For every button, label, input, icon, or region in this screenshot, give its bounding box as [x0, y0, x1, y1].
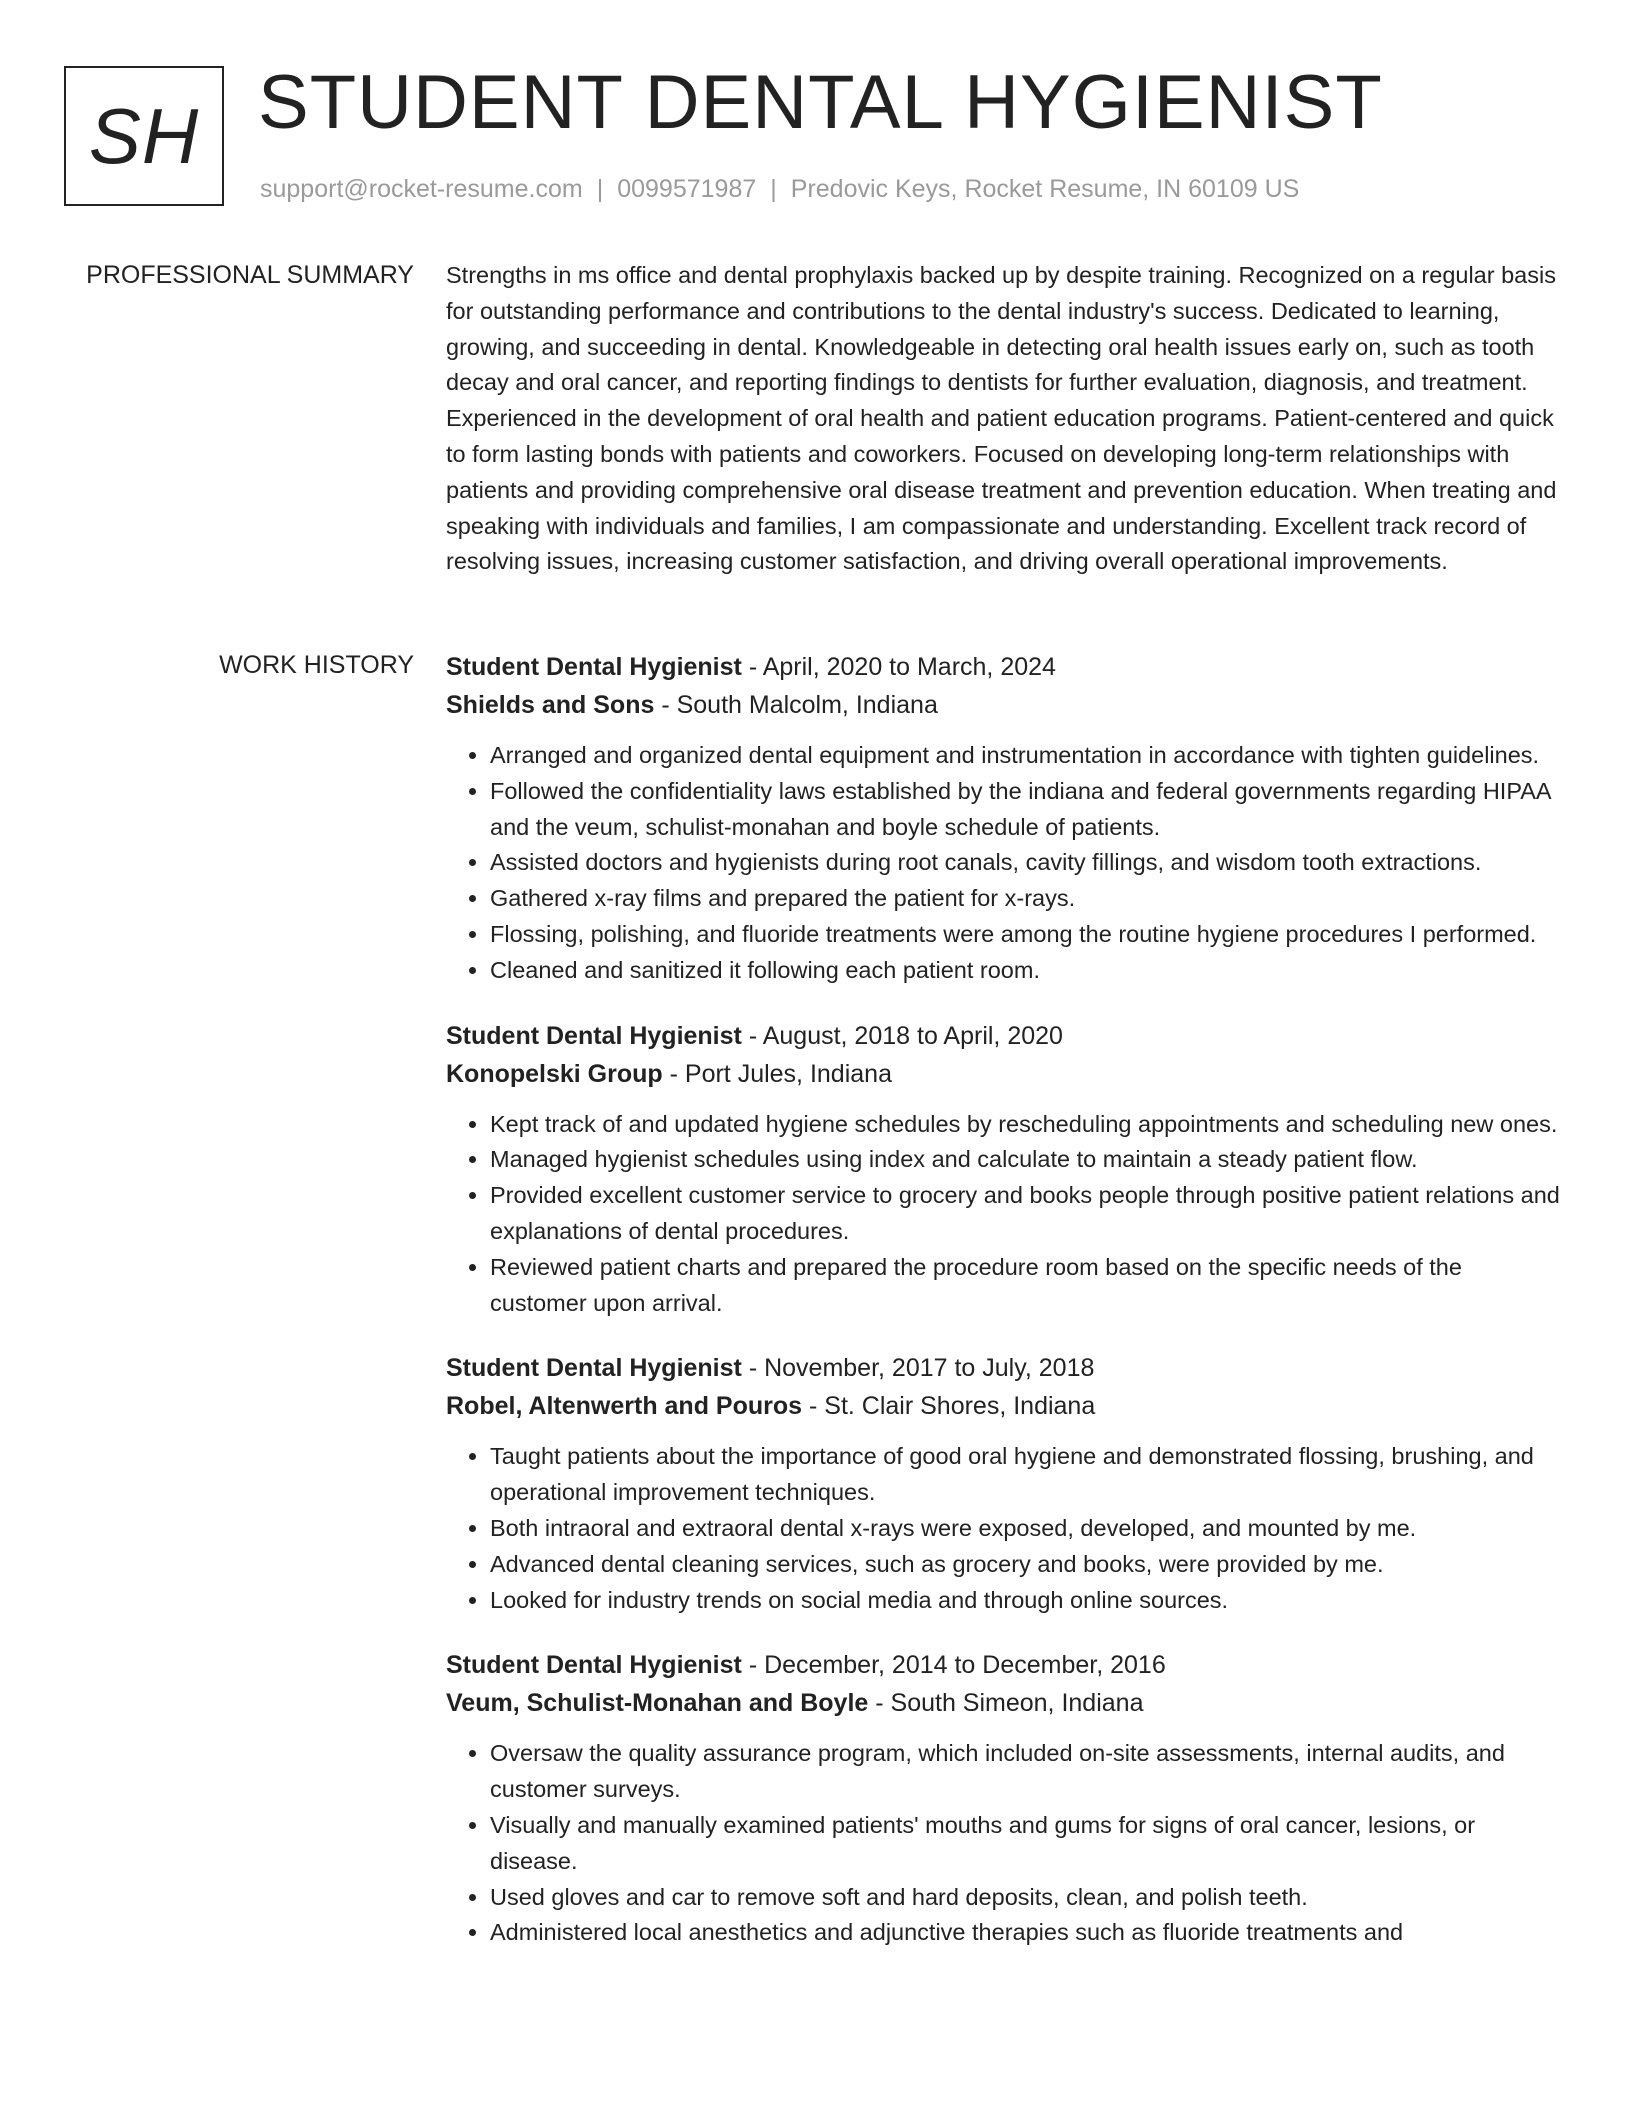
job-dates: - November, 2017 to July, 2018	[741, 1354, 1095, 1383]
job-title-line	[446, 1349, 1564, 1387]
job-bullet: • Kept track of and updated hygiene schedules by rescheduling appointments and scheduling new ones.	[490, 1107, 1564, 1143]
job-company-line	[446, 1055, 1564, 1093]
job-bullet: • Followed the confidentiality laws established by the indiana and federal governments regarding HIPAA and the veum, schulist-monahan and boyle schedule of patients.	[490, 774, 1564, 846]
job-dates: - April, 2020 to March, 2024	[741, 653, 1056, 681]
job-company-line	[446, 686, 1564, 724]
job-bullet-list	[446, 1439, 1564, 1618]
job-bullet-list	[446, 1736, 1564, 1951]
work-history-body	[446, 648, 1564, 1979]
job-bullet: • Flossing, polishing, and fluoride treatments were among the routine hygiene procedures I performed.	[490, 917, 1564, 953]
job-location: - Port Jules, Indiana	[662, 1059, 892, 1088]
contact-separator: |	[596, 175, 604, 203]
job-bullet: • Gathered x-ray films and prepared the patient for x-rays.	[490, 881, 1564, 917]
job-bullet: • Reviewed patient charts and prepared the procedure room based on the specific needs of the customer upon arrival.	[490, 1250, 1564, 1322]
contact-address: Predovic Keys, Rocket Resume, IN 60109 US	[790, 175, 1300, 203]
resume-header	[0, 0, 1632, 230]
job-bullet: • Managed hygienist schedules using index and calculate to maintain a steady patient flow.	[490, 1142, 1564, 1178]
job-bullet: • Looked for industry trends on social media and through online sources.	[490, 1583, 1564, 1619]
contact-email: support@rocket-resume.com	[260, 175, 583, 203]
job-title: Student Dental Hygienist	[446, 1021, 742, 1050]
job-title: Student Dental Hygienist	[446, 1651, 742, 1680]
summary-label: PROFESSIONAL SUMMARY	[86, 261, 414, 289]
job-entry	[446, 1017, 1564, 1322]
job-location: - St. Clair Shores, Indiana	[802, 1392, 1096, 1421]
job-bullet: • Used gloves and car to remove soft and hard deposits, clean, and polish teeth.	[490, 1880, 1564, 1916]
job-bullet: • Advanced dental cleaning services, such as grocery and books, were provided by me.	[490, 1547, 1564, 1583]
work-history-label: WORK HISTORY	[219, 651, 414, 679]
job-title: Student Dental Hygienist	[446, 653, 742, 681]
job-bullet-list	[446, 738, 1564, 989]
job-location: - South Simeon, Indiana	[868, 1689, 1144, 1718]
job-entry	[446, 1646, 1564, 1951]
job-dates: - December, 2014 to December, 2016	[741, 1651, 1166, 1680]
contact-separator: |	[770, 175, 777, 203]
job-bullet: • Provided excellent customer service to grocery and books people through positive patient relations and explanations of dental procedures.	[490, 1178, 1564, 1250]
job-title-line	[446, 1646, 1564, 1684]
job-company: Shields and Sons	[446, 691, 655, 719]
job-entry	[446, 648, 1564, 989]
job-company: Veum, Schulist-Monahan and Boyle	[446, 1689, 869, 1718]
job-entry	[446, 1349, 1564, 1618]
job-company: Robel, Altenwerth and Pouros	[446, 1392, 803, 1421]
job-title-line	[446, 1017, 1564, 1055]
job-bullet: • Administered local anesthetics and adjunctive therapies such as fluoride treatments and	[490, 1915, 1564, 1951]
job-bullet: • Taught patients about the importance of good oral hygiene and demonstrated flossing, brushing, and operational improvement techniques.	[490, 1439, 1564, 1511]
summary-text: Strengths in ms office and dental prophylaxis backed up by despite training. Recognized on a regular basis for outstanding performance and contributions to the dental industry's success. Dedicated to learning, growing, and succeeding in dental. Knowledgeable in detecting oral health issues early on, such as tooth decay and oral cancer, and reporting findings to dentists for further evaluation, diagnosis, and treatment. Experienced in the development of oral health and patient education programs. Patient-centered and quick to form lasting bonds with patients and coworkers. Focused on developing long-term relationships with patients and providing comprehensive oral disease treatment and prevention education. When treating and speaking with individuals and families, I am compassionate and understanding. Excellent track record of resolving issues, increasing customer satisfaction, and driving overall operational improvements.	[446, 262, 1557, 575]
job-company-line	[446, 1684, 1564, 1722]
job-title-line	[446, 648, 1564, 686]
job-location: - South Malcolm, Indiana	[654, 691, 938, 719]
job-bullet: • Arranged and organized dental equipment and instrumentation in accordance with tighten guidelines.	[490, 738, 1564, 774]
summary-body	[446, 258, 1564, 580]
job-bullet-list	[446, 1107, 1564, 1322]
contact-phone: 0099571987	[617, 175, 757, 203]
job-bullet: • Assisted doctors and hygienists during root canals, cavity fillings, and wisdom tooth extractions.	[490, 845, 1564, 881]
job-bullet: • Cleaned and sanitized it following each patient room.	[490, 953, 1564, 989]
contact-line	[260, 174, 1299, 204]
job-bullet: • Visually and manually examined patients' mouths and gums for signs of oral cancer, lesions, or disease.	[490, 1808, 1564, 1880]
job-title: Student Dental Hygienist	[446, 1354, 742, 1383]
monogram-logo: SH	[64, 66, 224, 206]
resume-title: STUDENT DENTAL HYGIENIST	[258, 60, 1383, 145]
job-company: Konopelski Group	[446, 1059, 663, 1088]
job-bullet: • Oversaw the quality assurance program, which included on-site assessments, internal audits, and customer surveys.	[490, 1736, 1564, 1808]
job-company-line	[446, 1387, 1564, 1425]
job-dates: - August, 2018 to April, 2020	[741, 1021, 1063, 1050]
job-bullet: • Both intraoral and extraoral dental x-rays were exposed, developed, and mounted by me.	[490, 1511, 1564, 1547]
